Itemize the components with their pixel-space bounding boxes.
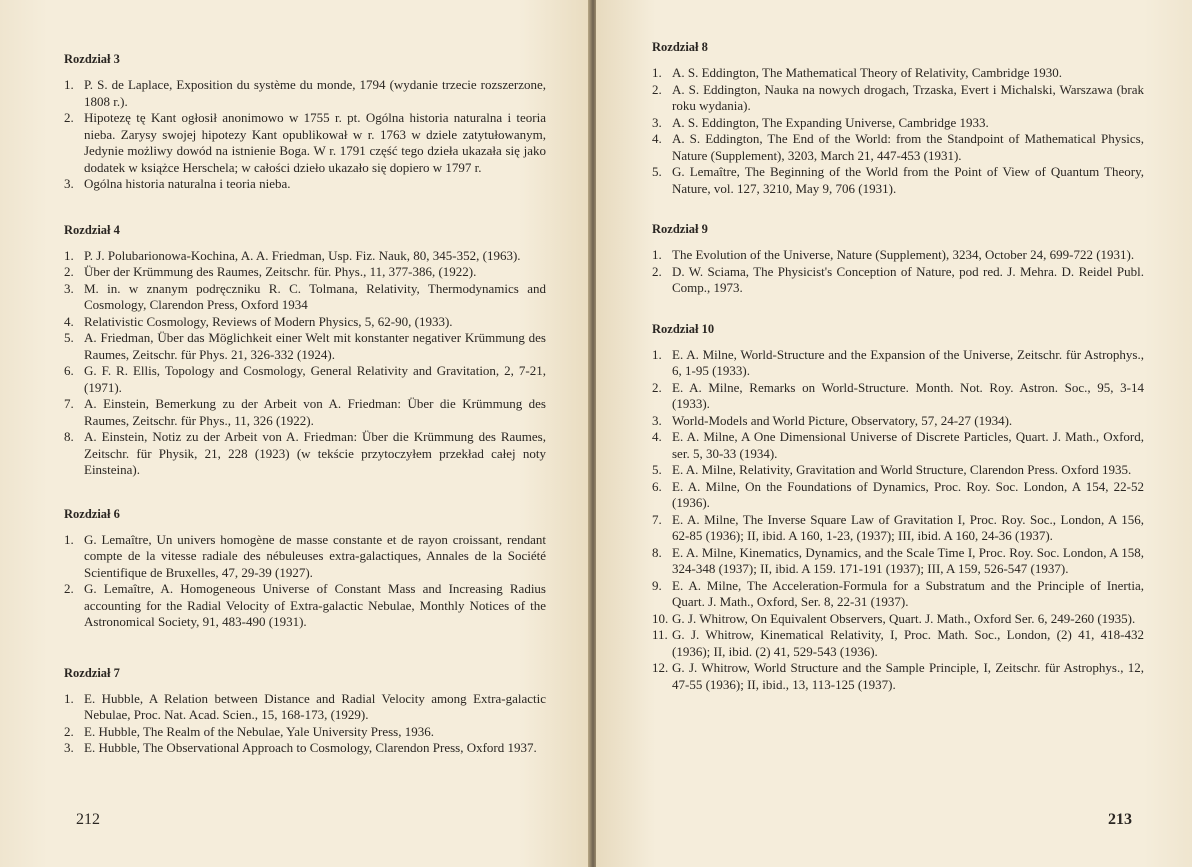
page-number: 213 bbox=[1108, 811, 1132, 828]
reference-list bbox=[64, 248, 546, 479]
reference-item: 2. E. A. Milne, Remarks on World-Structure. Month. Not. Roy. Astron. Soc., 95, 3-14 (1933). bbox=[652, 379, 1144, 411]
chapter-section bbox=[652, 222, 1144, 297]
chapter-section bbox=[64, 666, 546, 757]
reference-item: 7. E. A. Milne, The Inverse Square Law of Gravitation I, Proc. Roy. Soc., London, A 156, 62-85 (1936); II, ibid. A 160, 1-23, (1937); III, ibid. A 160, 24-36 (1937). bbox=[652, 511, 1144, 543]
reference-list bbox=[652, 347, 1144, 694]
reference-item: 6. E. A. Milne, On the Foundations of Dynamics, Proc. Roy. Soc. London, A 154, 22-52 (1936). bbox=[652, 478, 1144, 510]
chapter-section bbox=[652, 322, 1144, 694]
reference-item: 7. A. Einstein, Bemerkung zu der Arbeit von A. Friedman: Über die Krümmung des Raumes, Zeitschr. für Phys., 11, 326 (1922). bbox=[64, 396, 546, 428]
reference-item: 4. E. A. Milne, A One Dimensional Universe of Discrete Particles, Quart. J. Math., Oxford, ser. 5, 30-33 (1934). bbox=[652, 429, 1144, 461]
page-number: 212 bbox=[76, 811, 100, 828]
reference-item: 2. D. W. Sciama, The Physicist's Conception of Nature, pod red. J. Mehra. D. Reidel Publ. Comp., 1973. bbox=[652, 263, 1144, 295]
reference-list bbox=[64, 691, 546, 757]
reference-item: 9. E. A. Milne, The Acceleration-Formula for a Substratum and the Principle of Inertia, Quart. J. Math., Oxford, Ser. 8, 22-31 (1937). bbox=[652, 577, 1144, 609]
reference-item: 1. E. Hubble, A Relation between Distance and Radial Velocity among Extra-galactic Nebulae, Proc. Nat. Acad. Scien., 15, 168-173, (1929). bbox=[64, 690, 546, 722]
reference-item: 2. A. S. Eddington, Nauka na nowych drogach, Trzaska, Evert i Michalski, Warszawa (brak roku wydania). bbox=[652, 81, 1144, 113]
chapter-title: Rozdział 7 bbox=[64, 665, 120, 680]
chapter-section bbox=[64, 52, 546, 193]
reference-item: 3. Ogólna historia naturalna i teoria nieba. bbox=[64, 176, 291, 191]
reference-item: 5. A. Friedman, Über das Möglichkeit einer Welt mit konstanter negativer Krümmung des Raumes, Zeitschr. für Phys. 21, 326-332 (1924). bbox=[64, 330, 546, 362]
reference-item: 3. World-Models and World Picture, Observatory, 57, 24-27 (1934). bbox=[652, 412, 1013, 428]
reference-item: 4. Relativistic Cosmology, Reviews of Modern Physics, 5, 62-90, (1933). bbox=[64, 313, 453, 329]
reference-item: 3. M. in. w znanym podręczniku R. C. Tolmana, Relativity, Thermodynamics and Cosmology, Clarendon Press, Oxford 1934 bbox=[64, 280, 546, 312]
reference-item: 3. E. Hubble, The Observational Approach to Cosmology, Clarendon Press, Oxford 1937. bbox=[64, 740, 537, 755]
chapter-title: Rozdział 4 bbox=[64, 222, 120, 237]
reference-item: 2. Über der Krümmung des Raumes, Zeitschr. für. Phys., 11, 377-386, (1922). bbox=[64, 264, 477, 279]
reference-item: 5. G. Lemaître, The Beginning of the World from the Point of View of Quantum Theory, Nature, vol. 127, 3210, May 9, 706 (1931). bbox=[652, 164, 1144, 196]
reference-item: 1. The Evolution of the Universe, Nature (Supplement), 3234, October 24, 699-722 (1931). bbox=[652, 247, 1135, 262]
reference-list bbox=[64, 532, 546, 631]
reference-list bbox=[652, 65, 1144, 197]
chapter-title: Rozdział 6 bbox=[64, 506, 120, 521]
reference-list bbox=[652, 247, 1144, 297]
reference-item: 5. E. A. Milne, Relativity, Gravitation and World Structure, Clarendon Press. Oxford 1935. bbox=[652, 462, 1132, 477]
chapter-section bbox=[64, 223, 546, 479]
reference-item: 1. P. S. de Laplace, Exposition du système du monde, 1794 (wydanie trzecie rozszerzone, 1808 r.). bbox=[64, 77, 546, 109]
reference-item: 10. G. J. Whitrow, On Equivalent Observers, Quart. J. Math., Oxford Ser. 6, 249-260 (1935). bbox=[652, 610, 1136, 626]
left-page bbox=[0, 0, 590, 867]
reference-item: 1. A. S. Eddington, The Mathematical Theory of Relativity, Cambridge 1930. bbox=[652, 65, 1063, 80]
reference-item: 1. P. J. Polubarionowa-Kochina, A. A. Friedman, Usp. Fiz. Nauk, 80, 345-352, (1963). bbox=[64, 247, 521, 263]
chapter-section bbox=[652, 40, 1144, 197]
reference-item: 1. E. A. Milne, World-Structure and the Expansion of the Universe, Zeitschr. für Astrophys., 6, 1-95 (1933). bbox=[652, 346, 1144, 378]
reference-item: 11. G. J. Whitrow, Kinematical Relativity, I, Proc. Math. Soc., London, (2) 41, 418-432 (1936); II, ibid. (2) 41, 529-543 (1936). bbox=[652, 627, 1144, 659]
reference-item: 2. G. Lemaître, A. Homogeneous Universe of Constant Mass and Increasing Radius accounting for the Radial Velocity of Extra-galactic Nebulae, Monthly Notices of the Astronomical Society, 91, 483-490 (1931). bbox=[64, 581, 546, 629]
chapter-title: Rozdział 8 bbox=[652, 40, 708, 54]
reference-item: 12. G. J. Whitrow, World Structure and the Sample Principle, I, Zeitschr. für Astrophys., 12, 47-55 (1936); II, ibid., 13, 113-125 (1937). bbox=[652, 660, 1144, 692]
reference-item: 6. G. F. R. Ellis, Topology and Cosmology, General Relativity and Gravitation, 2, 7-21, (1971). bbox=[64, 363, 546, 395]
reference-item: 2. E. Hubble, The Realm of the Nebulae, Yale University Press, 1936. bbox=[64, 723, 434, 739]
chapter-section bbox=[64, 507, 546, 631]
reference-item: 8. A. Einstein, Notiz zu der Arbeit von A. Friedman: Über die Krümmung des Raumes, Zeitschr. für Physik, 21, 228 (1923) (w tekście przytoczyłem przekład całej noty Einsteina). bbox=[64, 429, 546, 477]
chapter-title: Rozdział 9 bbox=[652, 222, 708, 236]
reference-item: 1. G. Lemaître, Un univers homogène de masse constante et de rayon croissant, rendant compte de la vitesse radiale des nébuleuses extra-galactiques, Annales de la Société Scientifique de Bruxelles, 47, 29-39 (1927). bbox=[64, 531, 546, 580]
reference-item: 3. A. S. Eddington, The Expanding Universe, Cambridge 1933. bbox=[652, 114, 989, 130]
reference-item: 2. Hipotezę tę Kant ogłosił anonimowo w 1755 r. pt. Ogólna historia naturalna i teoria nieba. Zarysy swojej hipotezy Kant opublikował w r. 1763 w dziele zatytułowanym, Jedynie możliwy dowód na istnienie Boga. W r. 1791 część tego dzieła ukazała się jako dodatek w książce Herschela; w całości dzieło ukazało się dopiero w 1797 r. bbox=[64, 110, 546, 175]
reference-item: 4. A. S. Eddington, The End of the World: from the Standpoint of Mathematical Physics, Nature (Supplement), 3203, March 21, 447-453 (1931). bbox=[652, 131, 1144, 163]
right-page bbox=[596, 0, 1192, 867]
chapter-title: Rozdział 10 bbox=[652, 321, 715, 336]
reference-list bbox=[64, 77, 546, 193]
chapter-title: Rozdział 3 bbox=[64, 52, 120, 66]
reference-item: 8. E. A. Milne, Kinematics, Dynamics, and the Scale Time I, Proc. Roy. Soc. London, A 158, 324-348 (1937); II, ibid. A 159. 171-191 (1937); III, A 159, 526-547 (1937). bbox=[652, 544, 1144, 576]
